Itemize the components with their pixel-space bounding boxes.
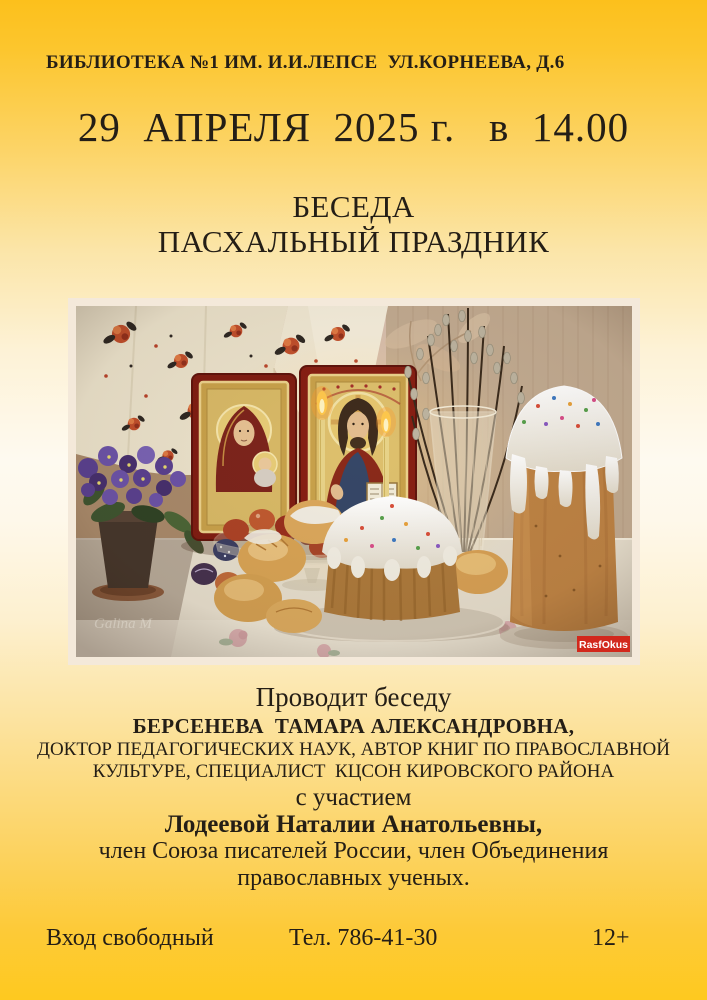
speaker-name: БЕРСЕНЕВА ТАМАРА АЛЕКСАНДРОВНА, xyxy=(132,714,575,738)
photo-watermark-badge-label: RasfOkus xyxy=(578,639,629,651)
library-address-line: БИБЛИОТЕКА №1 ИМ. И.И.ЛЕПСЕ УЛ.КОРНЕЕВА, Д.6 xyxy=(46,52,565,73)
event-title: ПАСХАЛЬНЫЙ ПРАЗДНИК xyxy=(157,224,550,259)
event-datetime: 29 АПРЕЛЯ 2025 г. в 14.00 xyxy=(77,104,630,150)
guest-name: Лодеевой Наталии Анатольевны, xyxy=(164,811,543,838)
event-type: БЕСЕДА xyxy=(292,189,415,224)
speaker-block xyxy=(0,682,707,783)
photo-signature-watermark: Galina M xyxy=(94,616,152,632)
phone-number: Тел. 786-41-30 xyxy=(289,925,438,951)
speaker-intro: Проводит беседу xyxy=(255,682,452,712)
guest-intro: с участием xyxy=(295,784,412,811)
event-title-block xyxy=(0,189,707,259)
guest-credentials-line1: член Союза писателей России, член Объединения xyxy=(98,838,609,864)
photo-watermark-badge xyxy=(577,636,630,652)
admission-note: Вход свободный xyxy=(46,925,214,951)
easter-photo-frame xyxy=(68,298,640,665)
age-rating-badge: 12+ xyxy=(592,925,630,951)
guest-block xyxy=(0,784,707,892)
guest-credentials-line2: православных ученых. xyxy=(237,865,470,891)
speaker-credentials-line2: КУЛЬТУРЕ, СПЕЦИАЛИСТ КЦСОН КИРОВСКОГО РАЙОНА xyxy=(92,761,615,782)
speaker-credentials-line1: ДОКТОР ПЕДАГОГИЧЕСКИХ НАУК, АВТОР КНИГ ПО ПРАВОСЛАВНОЙ xyxy=(36,739,670,760)
photo-vignette xyxy=(76,306,632,657)
easter-still-life-photo xyxy=(76,306,632,657)
